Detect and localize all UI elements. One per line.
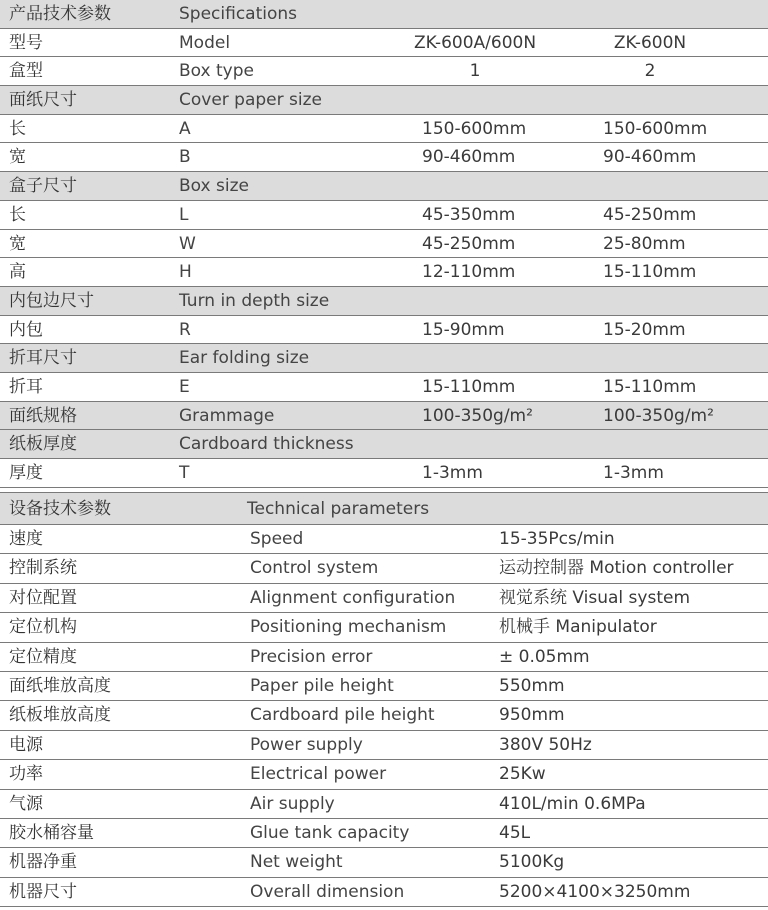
label-cn: 对位配置 [9, 587, 77, 608]
label-cn: 长 [9, 204, 26, 225]
label-en: Box type [179, 61, 254, 82]
label-en: Paper pile height [250, 675, 394, 696]
label-cn: 盒型 [9, 61, 43, 82]
label-en: Speed [250, 529, 304, 549]
value-col-1: 45-350mm [422, 204, 516, 225]
header-en-label: Technical parameters [247, 499, 430, 519]
value-col-1: 90-460mm [422, 147, 516, 168]
specifications-header [0, 0, 768, 29]
label-cn: 机器净重 [9, 852, 77, 873]
value-col-1: 1 [469, 61, 481, 82]
label-cn: 长 [9, 118, 26, 139]
spec-row [0, 402, 768, 431]
label-cn: 面纸尺寸 [9, 90, 77, 111]
header-cn-label: 产品技术参数 [9, 4, 111, 24]
value-col-2: 25-80mm [603, 233, 686, 254]
spec-row [0, 201, 768, 230]
technical-header [0, 493, 768, 525]
value: 380V 50Hz [499, 734, 592, 755]
value-col-1: 45-250mm [422, 233, 516, 254]
label-cn: 控制系统 [9, 558, 77, 579]
value-col-2: 15-110mm [603, 376, 697, 397]
technical-row [0, 554, 768, 583]
label-en: Cardboard pile height [250, 705, 435, 726]
label-en: Overall dimension [250, 881, 405, 902]
value-col-2: 1-3mm [603, 463, 664, 483]
label-en: Ear folding size [179, 348, 310, 369]
value-col-1: 12-110mm [422, 262, 516, 283]
label-cn: 纸板堆放高度 [9, 705, 111, 726]
technical-row [0, 643, 768, 672]
header-en-label: Specifications [179, 4, 298, 24]
section-row [0, 344, 768, 373]
value: 45L [499, 822, 531, 843]
label-cn: 纸板厚度 [9, 434, 77, 455]
label-cn: 面纸规格 [9, 405, 77, 426]
value: 运动控制器 Motion controller [499, 558, 734, 579]
value-col-2: 150-600mm [603, 118, 708, 139]
section-row [0, 430, 768, 459]
label-cn: 定位精度 [9, 646, 77, 667]
value: ± 0.05mm [499, 646, 590, 667]
label-cn: 胶水桶容量 [9, 822, 94, 843]
label-en: H [179, 262, 192, 283]
label-en: Cardboard thickness [179, 434, 354, 455]
technical-row [0, 584, 768, 613]
spec-row [0, 143, 768, 172]
header-cn-label: 设备技术参数 [9, 499, 111, 519]
value-col-2: 90-460mm [603, 147, 697, 168]
technical-row [0, 760, 768, 789]
value-col-2: 15-110mm [603, 262, 697, 283]
label-cn: 内包 [9, 319, 43, 340]
label-cn: 型号 [9, 32, 43, 53]
label-en: Grammage [179, 405, 275, 426]
value-col-2: ZK-600N [613, 32, 687, 53]
label-cn: 厚度 [9, 463, 43, 483]
spec-row [0, 459, 768, 488]
value-col-1: ZK-600A/600N [413, 32, 537, 53]
label-en: Precision error [250, 646, 373, 667]
spec-row [0, 258, 768, 287]
label-cn: 宽 [9, 233, 26, 254]
value-col-2: 100-350g/m² [603, 405, 714, 426]
label-en: Control system [250, 558, 379, 579]
technical-row [0, 701, 768, 730]
value-col-1: 150-600mm [422, 118, 527, 139]
label-cn: 面纸堆放高度 [9, 675, 111, 696]
technical-row [0, 613, 768, 642]
label-en: Cover paper size [179, 90, 322, 111]
technical-row [0, 790, 768, 819]
technical-row [0, 848, 768, 877]
value: 视觉系统 Visual system [499, 587, 691, 608]
label-cn: 内包边尺寸 [9, 290, 94, 311]
label-en: Net weight [250, 852, 343, 873]
label-cn: 宽 [9, 147, 26, 168]
spec-row [0, 230, 768, 259]
section-row [0, 287, 768, 316]
value: 550mm [499, 675, 565, 696]
value: 机械手 Manipulator [499, 617, 657, 638]
spec-row [0, 29, 768, 58]
label-en: A [179, 118, 191, 139]
label-en: L [179, 204, 189, 225]
value: 5200×4100×3250mm [499, 881, 691, 902]
value-col-2: 2 [644, 61, 656, 82]
label-en: Power supply [250, 734, 363, 755]
label-en: T [179, 463, 190, 483]
spec-row [0, 57, 768, 86]
label-cn: 功率 [9, 764, 43, 785]
label-en: Positioning mechanism [250, 617, 447, 638]
label-cn: 电源 [9, 734, 43, 755]
label-en: B [179, 147, 191, 168]
value-col-2: 45-250mm [603, 204, 697, 225]
label-cn: 高 [9, 262, 26, 283]
technical-parameters-table [0, 493, 768, 907]
label-cn: 机器尺寸 [9, 881, 77, 902]
value-col-1: 100-350g/m² [422, 405, 533, 426]
value-col-1: 15-90mm [422, 319, 505, 340]
technical-row [0, 878, 768, 907]
label-cn: 定位机构 [9, 617, 77, 638]
value-col-1: 15-110mm [422, 376, 516, 397]
value-col-2: 15-20mm [603, 319, 686, 340]
label-en: E [179, 376, 190, 397]
spec-row [0, 115, 768, 144]
section-row [0, 172, 768, 201]
value: 25Kw [499, 764, 546, 785]
label-cn: 气源 [9, 793, 43, 814]
label-en: Electrical power [250, 764, 387, 785]
value: 410L/min 0.6MPa [499, 793, 646, 814]
technical-row [0, 525, 768, 554]
label-en: W [179, 233, 196, 254]
label-cn: 折耳 [9, 376, 43, 397]
value: 950mm [499, 705, 565, 726]
label-en: Turn in depth size [179, 290, 330, 311]
value: 5100Kg [499, 852, 565, 873]
label-en: Model [179, 32, 231, 53]
label-en: Alignment configuration [250, 587, 456, 608]
value-col-1: 1-3mm [422, 463, 483, 483]
technical-row [0, 819, 768, 848]
spec-row [0, 373, 768, 402]
technical-row [0, 672, 768, 701]
label-en: Glue tank capacity [250, 822, 410, 843]
label-cn: 折耳尺寸 [9, 348, 77, 369]
spec-row [0, 316, 768, 345]
technical-row [0, 731, 768, 760]
label-en: R [179, 319, 191, 340]
section-row [0, 86, 768, 115]
label-en: Air supply [250, 793, 335, 814]
label-cn: 速度 [9, 529, 43, 549]
label-en: Box size [179, 176, 249, 197]
value: 15-35Pcs/min [499, 529, 615, 549]
label-cn: 盒子尺寸 [9, 176, 77, 197]
